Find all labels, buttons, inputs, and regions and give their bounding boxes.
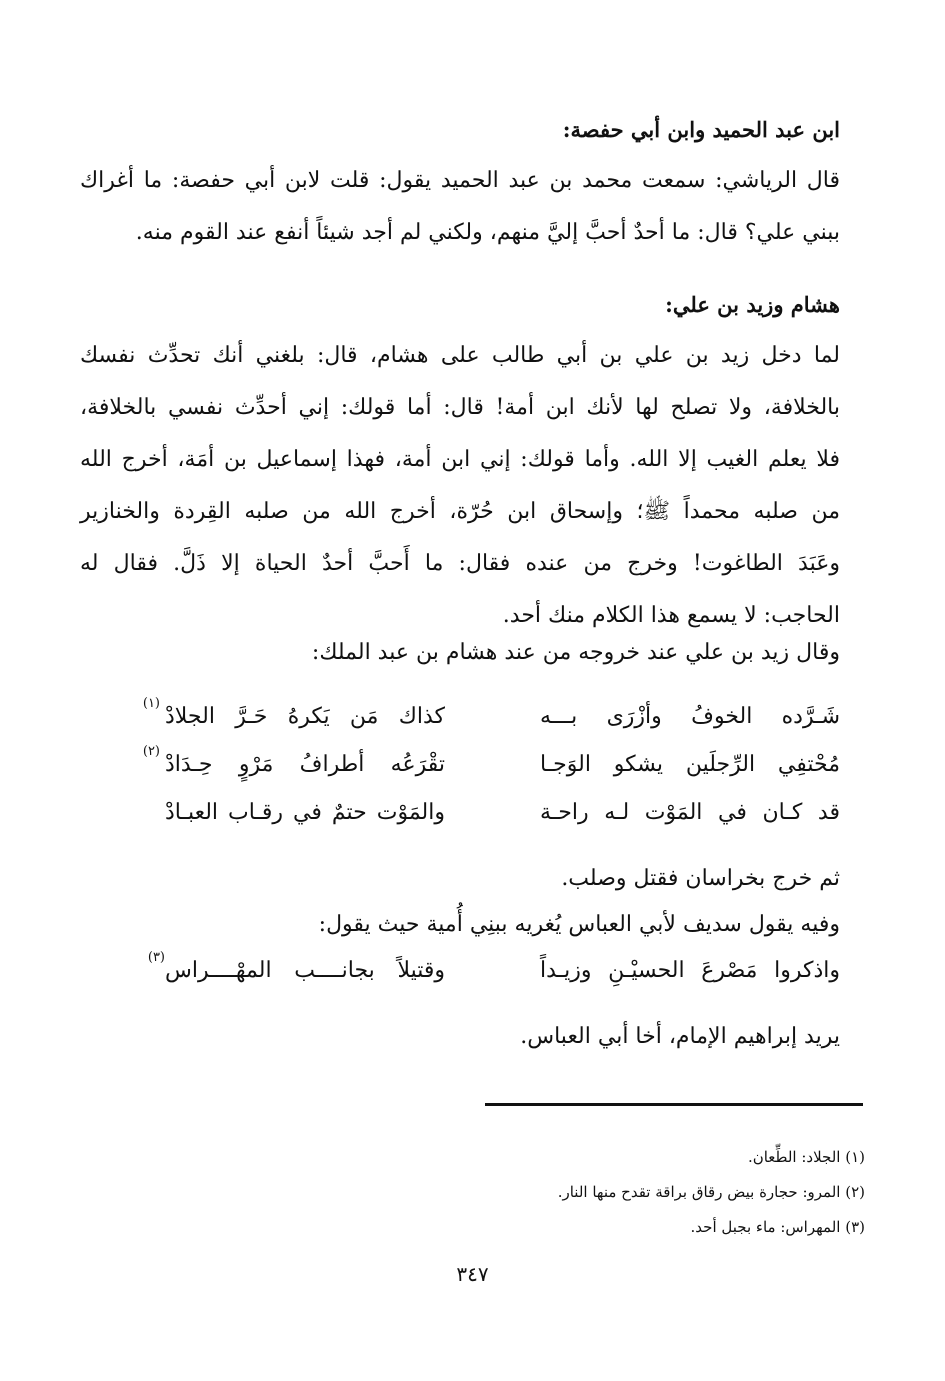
paragraph-line: لما دخل زيد بن علي بن أبي طالب على هشام، قال: بلغني أنك تحدِّث نفسك	[80, 343, 840, 368]
verse-second-hemistich: كذاك مَن يَكرهُ حَـرَّ الجلادْ	[165, 704, 445, 729]
verse-second-hemistich: والمَوْت حتمٌ في رقـاب العبـادْ	[165, 800, 445, 825]
footnote-separator	[485, 1103, 863, 1106]
paragraph-riyashi	[80, 155, 840, 259]
footnote-marker: (٣)	[147, 950, 165, 965]
paragraph-line: الحاجب: لا يسمع هذا الكلام منك أحد.	[502, 603, 840, 628]
verse-line-2	[80, 744, 840, 800]
verse-line-3	[80, 800, 840, 848]
paragraph-line: وعَبَدَ الطاغوت! وخرج من عنده فقال: ما أَحبَّ أحدٌ الحياة إلا ذَلَّ. فقال له	[80, 551, 840, 576]
closing-line: يريد إبراهيم الإمام، أخا أبي العباس.	[520, 1024, 840, 1049]
footnote-3: (٣) المهراس: ماء بجبل أحد.	[690, 1218, 865, 1236]
footnote-1: (١) الجلاد: الطِّعان.	[747, 1148, 865, 1166]
verse-second-hemistich: وقتيلاً بجانــــب المهْــــراس	[165, 958, 445, 983]
paragraph-line: ببني علي؟ قال: ما أحدٌ أحبَّ إليَّ منهم، ولكني لم أجد شيئاً أنفع عند القوم منه.	[135, 220, 840, 245]
sudaif-intro: وفيه يقول سديف لأبي العباس يُغريه ببنِي أُمية حيث يقول:	[318, 912, 840, 937]
verse-intro: وقال زيد بن علي عند خروجه من عند هشام بن عبد الملك:	[311, 640, 840, 665]
sudaif-verse	[80, 950, 840, 1006]
verse-second-hemistich: تقْرَعُه أطرافُ مَرْوٍ حِـدَادْ	[165, 752, 445, 777]
footnote-marker: (٢)	[142, 744, 160, 759]
after-verse-line: ثم خرج بخراسان فقتل وصلب.	[561, 866, 840, 891]
paragraph-line: بالخلافة، ولا تصلح لها لأنك ابن أمة! قال: أما قولك: إني أحدِّث نفسي بالخلافة،	[80, 395, 840, 420]
verse-first-hemistich: واذكروا مَصْرعَ الحسيْـنِ وزيـداً	[540, 958, 840, 983]
paragraph-line: من صلبه محمداً ﷺ؛ وإسحاق ابن حُرّة، أخرج الله من صلبه القِردة والخنازير	[80, 499, 840, 524]
page-number: ٣٤٧	[456, 1262, 489, 1286]
verse-first-hemistich: شَـرَّده الخوفُ وأزْرَى بـــه	[540, 704, 840, 729]
footnote-marker: (١)	[142, 696, 160, 711]
verse-first-hemistich: مُحْتفِي الرِّجلَين يشكو الوَجـا	[540, 752, 840, 777]
section-heading-hisham-zaid: هشام وزيد بن علي:	[665, 292, 840, 317]
section-heading-ibn-abd-al-hamid: ابن عبد الحميد وابن أبي حفصة:	[562, 117, 840, 142]
paragraph-line: قال الرياشي: سمعت محمد بن عبد الحميد يقول: قلت لابن أبي حفصة: ما أغراك	[80, 168, 840, 193]
verse-first-hemistich: قد كـان في المَوْت لـه راحـة	[540, 800, 840, 825]
footnote-2: (٢) المرو: حجارة بيض رقاق براقة تقدح منها النار.	[557, 1183, 865, 1201]
paragraph-zaid-hisham	[80, 330, 840, 642]
paragraph-line: فلا يعلم الغيب إلا الله. وأما قولك: إني ابن أمة، فهذا إسماعيل بن أمَة، أخرج الله	[80, 447, 840, 472]
verse-line-1	[80, 696, 840, 752]
